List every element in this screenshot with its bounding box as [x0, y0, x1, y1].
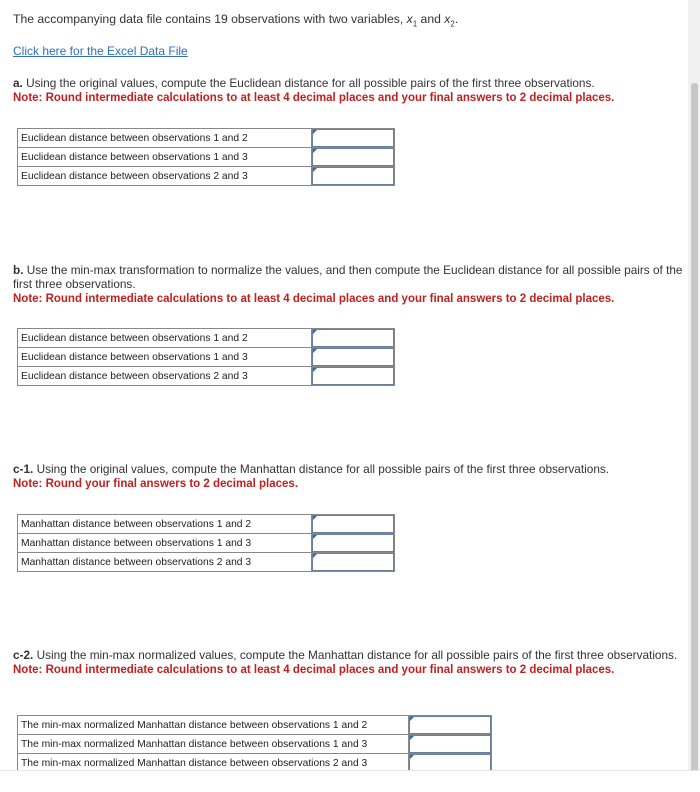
part-b-answer-table [17, 328, 395, 386]
excel-data-file-link[interactable]: Click here for the Excel Data File [13, 44, 188, 58]
input-flag-icon [313, 368, 317, 372]
table-row: Euclidean distance between observations 2 and 3 [18, 167, 395, 186]
table-row: Euclidean distance between observations 1 and 3 [18, 348, 395, 367]
intro-text: The accompanying data file contains 19 observations with two variables, $x_1$ and $x_2$. [13, 12, 459, 29]
table-row: The min-max normalized Manhattan distance between observations 1 and 2 [18, 716, 492, 735]
part-c2-answer-table [17, 715, 492, 770]
part-c2-answer-input-1[interactable] [409, 716, 491, 734]
part-a-answer-table [17, 128, 395, 186]
input-flag-icon [410, 736, 414, 740]
part-b-answer-input-3[interactable] [312, 367, 394, 385]
input-flag-icon [313, 535, 317, 539]
input-flag-icon [313, 149, 317, 153]
table-row: Manhattan distance between observations 2 and 3 [18, 553, 395, 572]
part-c2-question: c-2. Using the min-max normalized values, compute the Manhattan distance for all possible pairs of the first three observations. Note: Round intermediate calculations to at least 4 decimal places and your final answers to 2 decimal places. [13, 648, 678, 676]
part-c1-answer-input-1[interactable] [312, 515, 394, 533]
input-flag-icon [313, 330, 317, 334]
table-row: Manhattan distance between observations 1 and 3 [18, 534, 395, 553]
part-b-answer-input-2[interactable] [312, 348, 394, 366]
table-row: Euclidean distance between observations 1 and 3 [18, 148, 395, 167]
input-flag-icon [313, 168, 317, 172]
part-a-answer-input-3[interactable] [312, 167, 394, 185]
table-row: Manhattan distance between observations 1 and 2 [18, 515, 395, 534]
part-b-answer-input-1[interactable] [312, 329, 394, 347]
input-flag-icon [410, 755, 414, 759]
part-a-question: a. Using the original values, compute the Euclidean distance for all possible pairs of the first three observations. Note: Round intermediate calculations to at least 4 decimal places and your final answers to 2 decimal places. [13, 76, 615, 104]
part-a-note: Note: Round intermediate calculations to at least 4 decimal places and your final answers to 2 decimal places. [13, 92, 615, 104]
part-c1-answer-table [17, 514, 395, 572]
table-row: The min-max normalized Manhattan distance between observations 1 and 3 [18, 735, 492, 754]
input-flag-icon [313, 554, 317, 558]
table-row: Euclidean distance between observations 1 and 2 [18, 329, 395, 348]
bottom-bar [0, 770, 700, 792]
input-flag-icon [313, 130, 317, 134]
part-a-answer-input-2[interactable] [312, 148, 394, 166]
table-row: Euclidean distance between observations 1 and 2 [18, 129, 395, 148]
part-c1-note: Note: Round your final answers to 2 decimal places. [13, 478, 299, 490]
part-c1-question: c-1. Using the original values, compute the Manhattan distance for all possible pairs of the first three observations. Note: Round your final answers to 2 decimal places. [13, 462, 610, 490]
input-flag-icon [410, 717, 414, 721]
table-row: Euclidean distance between observations 2 and 3 [18, 367, 395, 386]
part-a-answer-input-1[interactable] [312, 129, 394, 147]
part-c2-answer-input-3[interactable] [409, 754, 491, 770]
input-flag-icon [313, 516, 317, 520]
part-c2-answer-input-2[interactable] [409, 735, 491, 753]
input-flag-icon [313, 349, 317, 353]
table-row: The min-max normalized Manhattan distance between observations 2 and 3 [18, 754, 492, 771]
part-c1-answer-input-3[interactable] [312, 553, 394, 571]
part-c2-note: Note: Round intermediate calculations to at least 4 decimal places and your final answers to 2 decimal places. [13, 664, 615, 676]
scrollbar-thumb[interactable] [691, 83, 698, 770]
part-c1-answer-input-2[interactable] [312, 534, 394, 552]
part-b-note: Note: Round intermediate calculations to at least 4 decimal places and your final answers to 2 decimal places. [13, 293, 615, 305]
part-b-question: b. Use the min-max transformation to normalize the values, and then compute the Euclidean distance for all possible pairs of the first three observations. Note: Round intermediate calculations to at least 4 decimal places and your final answers to 2 decimal places. [13, 263, 683, 305]
